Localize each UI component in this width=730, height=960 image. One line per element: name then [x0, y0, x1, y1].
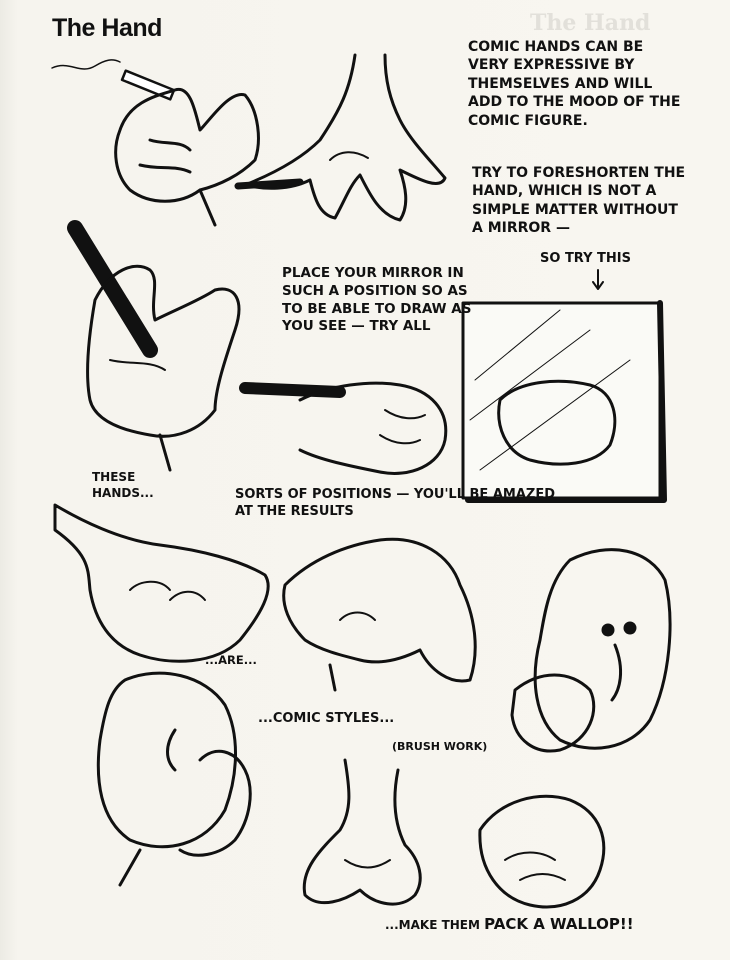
brush-work-caption: (BRUSH WORK): [392, 740, 488, 753]
punching-fist-illustration: [480, 796, 604, 907]
try-this-caption: SO TRY THIS: [540, 251, 631, 266]
wallop-emphasis: PACK A WALLOP!!: [484, 915, 634, 933]
these-hands-caption: THESE HANDS...: [92, 470, 154, 500]
hanging-hand-illustration: [304, 760, 420, 904]
wallop-caption: [385, 915, 634, 935]
worried-face-illustration: [512, 550, 670, 751]
fist-illustration: [245, 383, 446, 473]
smoke-swirl: [52, 60, 120, 69]
bleed-through-text: The Hand: [530, 10, 651, 36]
comic-styles-caption: ...COMIC STYLES...: [258, 711, 395, 726]
hand-cigarette-illustration: [116, 71, 259, 225]
down-arrow-icon: [593, 270, 603, 289]
page-title: The Hand: [52, 14, 162, 42]
intro-caption: COMIC HANDS CAN BE VERY EXPRESSIVE BY THEMSELVES AND WILL ADD TO THE MOOD OF THE COMIC FIGURE.: [468, 39, 681, 129]
gripping-hand-illustration: [284, 539, 476, 690]
mirror-caption: PLACE YOUR MIRROR IN SUCH A POSITION SO AS TO BE ABLE TO DRAW AS YOU SEE — TRY ALL: [282, 265, 472, 335]
thinking-face-illustration: [98, 673, 250, 885]
hand-pencil-illustration: [75, 228, 239, 470]
foreshorten-caption: TRY TO FORESHORTEN THE HAND, WHICH IS NOT A SIMPLE MATTER WITHOUT A MIRROR —: [472, 165, 686, 237]
open-hand-illustration: [55, 505, 268, 661]
wallop-prefix: ...MAKE THEM: [385, 918, 480, 932]
positions-caption: SORTS OF POSITIONS — YOU'LL BE AMAZED AT THE RESULTS: [235, 487, 555, 520]
are-caption: ...ARE...: [205, 653, 257, 667]
reaching-hand-illustration: [238, 55, 445, 220]
mirror-illustration: [463, 303, 664, 500]
